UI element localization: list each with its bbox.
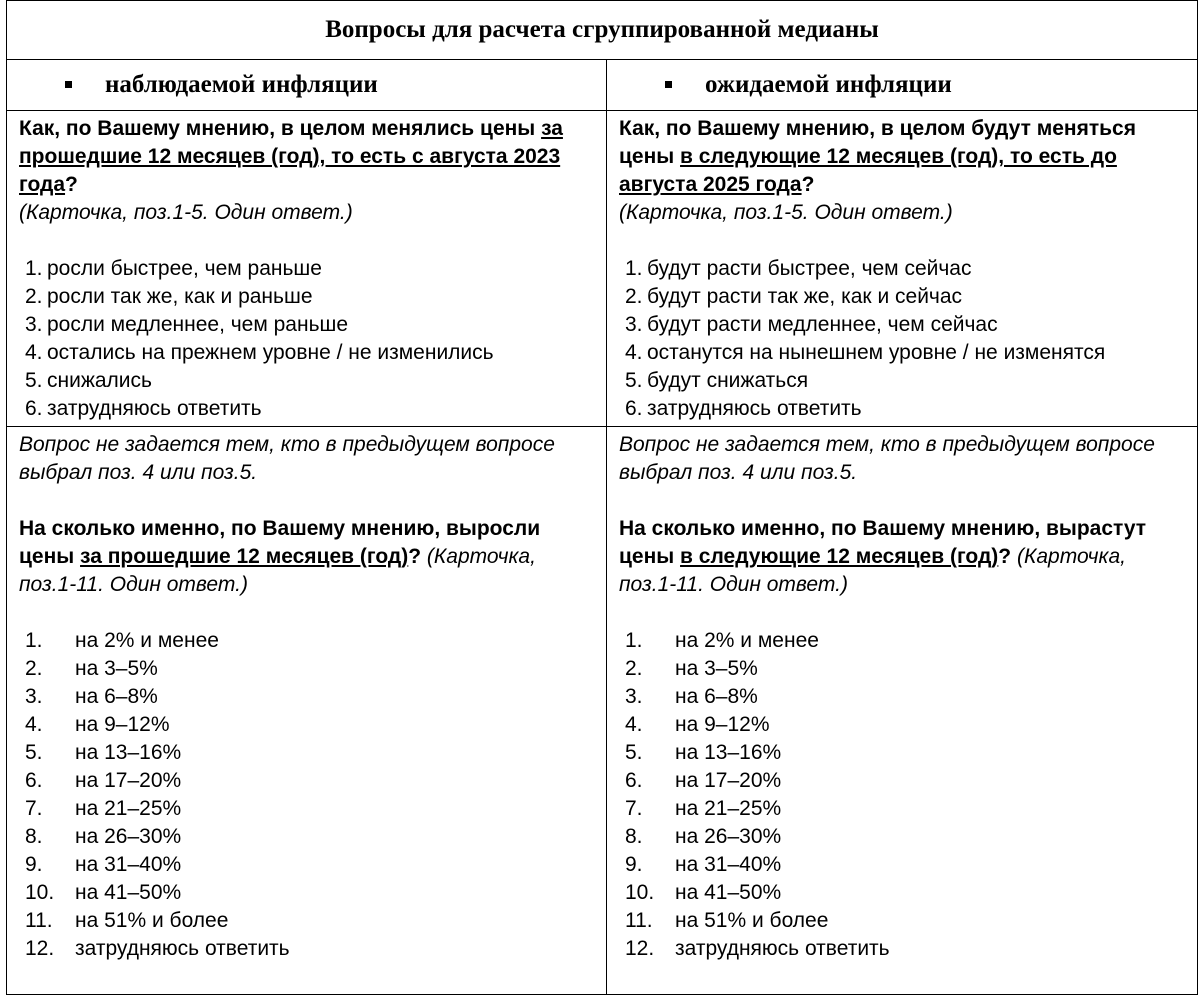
- option-number: 5.: [25, 369, 43, 392]
- option-number: 7.: [625, 797, 643, 820]
- option-number: 9.: [25, 853, 43, 876]
- option-text: на 51% и более: [75, 909, 229, 932]
- answer-option: [19, 627, 596, 655]
- option-text: на 3–5%: [675, 657, 758, 680]
- answer-option: [619, 739, 1187, 767]
- option-text: на 9–12%: [75, 713, 170, 736]
- bullet-icon: [665, 81, 672, 88]
- option-number: 1.: [625, 629, 643, 652]
- option-number: 6.: [25, 397, 43, 420]
- option-number: 6.: [625, 397, 643, 420]
- answer-option: [19, 367, 596, 395]
- q1-left-options: [19, 255, 596, 423]
- option-text: остались на прежнем уровне / не изменились: [47, 341, 494, 364]
- answer-option: [619, 655, 1187, 683]
- answer-option: [619, 311, 1187, 339]
- option-number: 10.: [625, 881, 655, 904]
- option-number: 1.: [25, 629, 43, 652]
- option-text: на 17–20%: [675, 769, 782, 792]
- option-number: 6.: [25, 769, 43, 792]
- q1-right-question: Как, по Вашему мнению, в целом будут меняться цены в следующие 12 месяцев (год), то есть до августа 2025 года?: [619, 117, 1136, 196]
- right-column-header-label: ожидаемой инфляции: [705, 71, 952, 98]
- option-text: росли так же, как и раньше: [47, 285, 313, 308]
- answer-option: [619, 795, 1187, 823]
- q2-right-cell: [607, 427, 1198, 995]
- option-text: на 21–25%: [75, 797, 182, 820]
- answer-option: [619, 255, 1187, 283]
- answer-option: [619, 907, 1187, 935]
- q2-left-cell: [7, 427, 607, 995]
- option-text: на 2% и менее: [675, 629, 819, 652]
- option-text: будут снижаться: [647, 369, 809, 392]
- answer-option: [19, 907, 596, 935]
- option-text: на 41–50%: [75, 881, 182, 904]
- q1-right-cell: [607, 111, 1198, 427]
- answer-option: [19, 823, 596, 851]
- option-text: росли медленнее, чем раньше: [47, 313, 349, 336]
- answer-option: [619, 823, 1187, 851]
- answer-option: [619, 395, 1187, 423]
- option-text: на 9–12%: [675, 713, 770, 736]
- option-number: 3.: [625, 313, 643, 336]
- option-text: будут расти медленнее, чем сейчас: [647, 313, 998, 336]
- option-text: на 6–8%: [75, 685, 158, 708]
- option-text: останутся на нынешнем уровне / не изменятся: [647, 341, 1106, 364]
- option-text: на 26–30%: [675, 825, 782, 848]
- option-number: 2.: [625, 285, 643, 308]
- q1-left-question: Как, по Вашему мнению, в целом менялись цены за прошедшие 12 месяцев (год), то есть с августа 2023 года?: [19, 117, 563, 196]
- answer-option: [619, 879, 1187, 907]
- option-text: на 6–8%: [675, 685, 758, 708]
- option-text: затрудняюсь ответить: [647, 397, 862, 420]
- option-text: на 31–40%: [675, 853, 782, 876]
- questions-table: [6, 0, 1198, 995]
- option-number: 4.: [25, 713, 43, 736]
- option-number: 11.: [625, 909, 653, 932]
- answer-option: [619, 935, 1187, 963]
- q2-left-note: Вопрос не задается тем, кто в предыдущем вопросе выбрал поз. 4 или поз.5.: [19, 433, 555, 484]
- answer-option: [619, 283, 1187, 311]
- answer-option: [19, 255, 596, 283]
- option-number: 5.: [625, 741, 643, 764]
- q1-right-hint: (Карточка, поз.1-5. Один ответ.): [619, 201, 953, 224]
- q2-left-question: На сколько именно, по Вашему мнению, выросли цены за прошедшие 12 месяцев (год)? (Карточка, поз.1-11. Один ответ.): [19, 517, 541, 596]
- option-number: 3.: [25, 685, 43, 708]
- answer-option: [19, 283, 596, 311]
- option-text: на 3–5%: [75, 657, 158, 680]
- option-text: будут расти быстрее, чем сейчас: [647, 257, 972, 280]
- answer-option: [619, 711, 1187, 739]
- bullet-icon: [65, 81, 72, 88]
- option-number: 8.: [625, 825, 643, 848]
- answer-option: [19, 851, 596, 879]
- answer-option: [19, 767, 596, 795]
- q2-right-question: На сколько именно, по Вашему мнению, вырастут цены в следующие 12 месяцев (год)? (Карточка, поз.1-11. Один ответ.): [619, 517, 1147, 596]
- option-text: на 26–30%: [75, 825, 182, 848]
- option-text: на 17–20%: [75, 769, 182, 792]
- option-number: 12.: [25, 937, 55, 960]
- option-number: 4.: [25, 341, 43, 364]
- option-number: 4.: [625, 713, 643, 736]
- answer-option: [19, 935, 596, 963]
- answer-option: [619, 627, 1187, 655]
- answer-option: [619, 683, 1187, 711]
- option-text: будут расти так же, как и сейчас: [647, 285, 963, 308]
- option-number: 10.: [25, 881, 55, 904]
- option-number: 3.: [25, 313, 43, 336]
- option-number: 2.: [625, 657, 643, 680]
- option-text: на 31–40%: [75, 853, 182, 876]
- option-number: 1.: [625, 257, 643, 280]
- answer-option: [619, 367, 1187, 395]
- option-text: затрудняюсь ответить: [47, 397, 262, 420]
- answer-option: [619, 339, 1187, 367]
- option-text: на 41–50%: [675, 881, 782, 904]
- answer-option: [619, 851, 1187, 879]
- answer-option: [19, 311, 596, 339]
- option-text: на 51% и более: [675, 909, 829, 932]
- q1-right-options: [619, 255, 1187, 423]
- option-text: на 2% и менее: [75, 629, 219, 652]
- answer-option: [19, 395, 596, 423]
- option-text: затрудняюсь ответить: [675, 937, 890, 960]
- option-text: снижались: [47, 369, 152, 392]
- option-number: 12.: [625, 937, 655, 960]
- q2-left-options: [19, 627, 596, 963]
- option-number: 5.: [25, 741, 43, 764]
- table-title: Вопросы для расчета сгруппированной медианы: [7, 1, 1198, 60]
- answer-option: [19, 795, 596, 823]
- answer-option: [619, 767, 1187, 795]
- option-number: 8.: [25, 825, 43, 848]
- answer-option: [19, 879, 596, 907]
- option-text: затрудняюсь ответить: [75, 937, 290, 960]
- option-number: 5.: [625, 369, 643, 392]
- q1-left-cell: [7, 111, 607, 427]
- option-text: росли быстрее, чем раньше: [47, 257, 322, 280]
- option-number: 2.: [25, 285, 43, 308]
- answer-option: [19, 683, 596, 711]
- q2-right-note: Вопрос не задается тем, кто в предыдущем вопросе выбрал поз. 4 или поз.5.: [619, 433, 1155, 484]
- answer-option: [19, 655, 596, 683]
- option-text: на 21–25%: [675, 797, 782, 820]
- option-number: 2.: [25, 657, 43, 680]
- answer-option: [19, 739, 596, 767]
- q1-left-hint: (Карточка, поз.1-5. Один ответ.): [19, 201, 353, 224]
- option-number: 1.: [25, 257, 43, 280]
- answer-option: [19, 339, 596, 367]
- q2-right-options: [619, 627, 1187, 963]
- left-column-header-label: наблюдаемой инфляции: [105, 71, 378, 98]
- option-number: 3.: [625, 685, 643, 708]
- option-text: на 13–16%: [675, 741, 782, 764]
- option-number: 11.: [25, 909, 53, 932]
- answer-option: [19, 711, 596, 739]
- option-number: 9.: [625, 853, 643, 876]
- left-column-header: [7, 60, 607, 111]
- option-number: 6.: [625, 769, 643, 792]
- option-text: на 13–16%: [75, 741, 182, 764]
- option-number: 4.: [625, 341, 643, 364]
- right-column-header: [607, 60, 1198, 111]
- option-number: 7.: [25, 797, 43, 820]
